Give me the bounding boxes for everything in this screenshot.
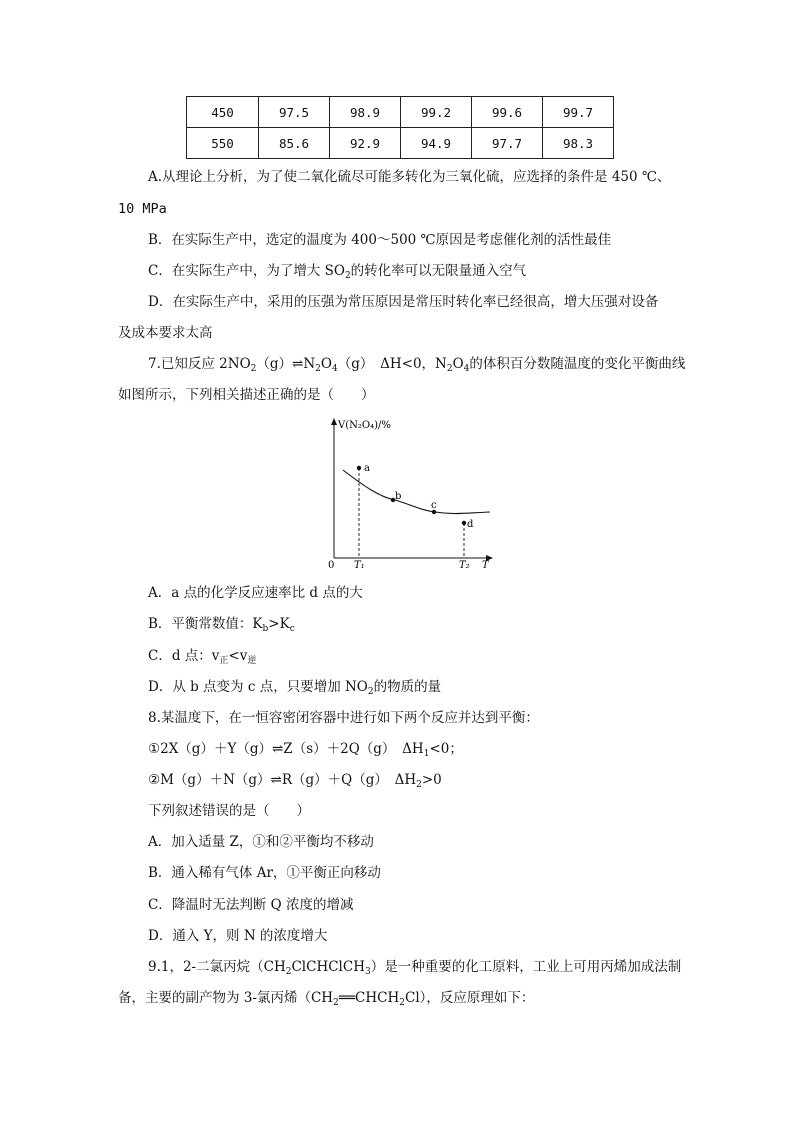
equilibrium-diagram [325,415,505,575]
point-b-label: b [395,491,402,502]
q7-option-d: D．从 b 点变为 c 点，只要增加 $NO_2$的物质的量 [148,679,442,697]
equilibrium-curve [343,470,490,514]
q6-option-a-line1: A.从理论上分析，为了使二氧化硫尽可能多转化为三氧化硫，应选择的条件是 450 ℃、 [148,169,671,185]
table-cell: 450 [187,97,259,128]
q8-option-c: C．降温时无法判断 Q 浓度的增减 [148,897,354,913]
q8-question: 下列叙述错误的是（ ） [148,803,310,819]
point-a-dot [357,466,361,470]
q6-option-b: B．在实际生产中，选定的温度为 400～500 ℃原因是考虑催化剂的活性最佳 [148,232,612,248]
q6-option-d-line2: 及成本要求太高 [118,325,213,341]
q9-stem-line2: 备，主要的副产物为 3-氯丙烯$(CH_2══CHCH_2Cl)$，反应原理如下： [118,990,535,1008]
point-a-label: a [364,463,370,474]
y-axis-arrow [331,418,337,425]
table-cell: 99.6 [472,97,543,128]
table-cell: 550 [187,128,259,159]
table-cell: 99.7 [543,97,614,128]
point-c-label: c [431,500,437,511]
table-cell: 92.9 [330,128,401,159]
table-cell: 99.2 [401,97,472,128]
x-axis-label: T [482,560,489,571]
q8-stem: 8.某温度下，在一恒容密闭容器中进行如下两个反应并达到平衡： [148,710,539,726]
q8-reaction-1: ①2X（g）＋Y（g）⇌Z（s）＋2Q（g） $\Delta H_1<0$； [148,741,463,759]
q8-option-b: B．通入稀有气体 Ar，①平衡正向移动 [148,865,381,881]
q8-reaction-2: ②M（g）＋N（g）⇌R（g）＋Q（g） $\Delta H_2>0$ [148,772,442,790]
table-cell: 94.9 [401,128,472,159]
q7-option-a: A．a 点的化学反应速率比 d 点的大 [148,585,363,601]
table-cell: 98.3 [543,128,614,159]
q7-option-c: C．d 点：$v_正<v_逆$ [148,648,257,666]
q7-stem-line2: 如图所示，下列相关描述正确的是（ ） [118,387,375,403]
y-axis-label: V(N₂O₄)/% [338,420,391,431]
table-cell: 85.6 [259,128,330,159]
table-row [187,97,614,128]
q9-stem-line1: 9.1，2-二氯丙烷$(CH_2ClCHClCH_3)$是一种重要的化工原料，工业上可用丙烯加成法制 [148,959,682,977]
origin-label: 0 [328,560,335,571]
q8-option-d: D．通入 Y，则 N 的浓度增大 [148,928,328,944]
q8-option-a: A．加入适量 Z，①和②平衡均不移动 [148,834,374,850]
table-cell: 97.5 [259,97,330,128]
table-cell: 98.9 [330,97,401,128]
q7-stem-line1: 7.已知反应 $2NO_2(g)\rightleftharpoons N_2O_4(g)$ ΔH<0，$N_2O_4$的体积百分数随温度的变化平衡曲线 [148,356,686,374]
q7-option-b: B．平衡常数值：$K_b>K_c$ [148,616,295,634]
t2-label: T₂ [459,560,470,571]
q6-option-d-line1: D．在实际生产中，采用的压强为常压原因是常压时转化率已经很高，增大压强对设备 [148,294,659,310]
t1-label: T₁ [354,560,365,571]
q6-option-c: C．在实际生产中，为了增大 $SO_2$的转化率可以无限量通入空气 [148,263,527,281]
table-cell: 97.7 [472,128,543,159]
point-d-dot [462,521,466,525]
q6-option-a-line2: 10 MPa [118,201,167,217]
table-row [187,128,614,159]
point-d-label: d [467,519,474,530]
conversion-table [186,96,614,159]
